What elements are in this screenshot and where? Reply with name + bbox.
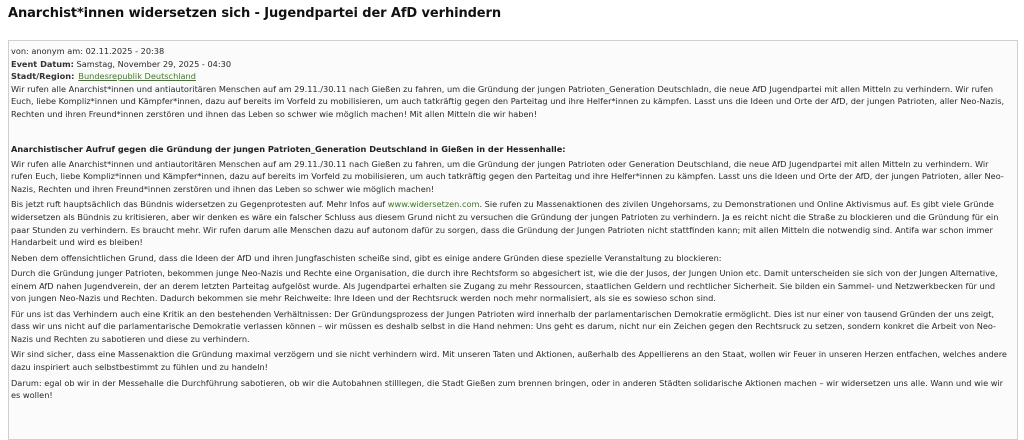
region [11,70,1011,83]
intro-paragraph: Wir rufen alle Anarchist*innen und antiautoritären Menschen auf am 29.11./30.11 nach Gießen zu fahren, um die Gründung der jungen Patrioten_Generation Deutschladn, die neue AfD Jugendpartei mit allen Mitteln zu verhindern. Wir rufen Euch, liebe Kompliz*innen und Kämpfer*innen, dazu auf bereits im Vorfeld zu mobilisieren, um auch tatkräftig gegen den Parteitag und ihre Helfer*innen zu kämpfen. Lasst uns die Ideen und Orte der AfD, der jungen Patrioten, aller Neo-Nazis, Rechten und ihren Freund*innen zerstören und ihnen das Leben so schwer wie möglich machen! Mit allen Mitteln die wir haben! [11,83,1005,119]
event-date-value: Samstag, November 29, 2025 - 04:30 [73,58,232,69]
paragraph-2-end: . Sie rufen zu Massenaktionen des zivilen Ungehorsams, zu Demonstrationen und Online Aktivismus auf. Es gibt viele Gründe widersetzen als Bündnis zu kritisieren, aber wir denken es wäre ein falscher Schluss aus diesem Grund nicht zu versuchen die Gründung der jungen Patrioten zu verhindern. Ja es reicht nicht die Straße zu blockieren und die Gründung für ein paar Stunden zu verhindern. Es braucht mehr. Wir rufen darum alle Menschen dazu auf autonom dafür zu sorgen, dass die Gründung der Jungen Patrioten nicht stattfinden kann; mit allen Mitteln die notwendig sind. Antifa war schon immer Handarbeit und wird es bleiben! [11,199,999,248]
region-label: Stadt/Region: [11,71,75,82]
widersetzen-link[interactable]: www.widersetzen.com [387,199,480,210]
paragraph-3: Neben dem offensichtlichen Grund, dass die Ideen der AfD und ihren Jungfaschisten scheiße sind, gibt es einige andere Gründen diese spezielle Veranstaltung zu blockieren: [11,252,722,263]
paragraph-2-start: Bis jetzt ruft hauptsächlich das Bündnis widersetzen zu Gegenprotesten auf. Mehr Infos auf [11,199,388,210]
paragraph-2 [11,198,1011,248]
article-content [11,45,1011,405]
section-heading: Anarchistischer Aufruf gegen die Gründung der jungen Patrioten_Generation Deutschland in Gießen in der Hessenhalle: [11,144,566,155]
region-link[interactable]: Bundesrepublik Deutschland [78,71,196,82]
paragraph-1: Wir rufen alle Anarchist*innen und antiautoritären Menschen auf am 29.11./30.11 nach Gießen zu fahren, um die Gründung der jungen Patrioten oder Generation Deutschland, die neue AfD Jugendpartei mit allen Mitteln zu verhindern. Wir rufen Euch, liebe Kompliz*innen und Kämpfer*innen, dazu auf bereits im Vorfeld zu mobilisieren, um auch tatkräftig gegen den Parteitag und ihre Helfer*innen zu kämpfen. Lasst uns die Ideen und Orte der AfD, der jungen Patrioten, aller Neo-Nazis, Rechten und ihren Freund*innen zerstören und ihnen das Leben so schwer wie möglich machen! [11,158,1004,194]
paragraph-4: Durch die Gründung junger Patrioten, bekommen junge Neo-Nazis und Rechte eine Organisation, die durch ihre Rechtsform so abgesichert ist, wie die der Jusos, der Jungen Union etc. Damit unterscheiden sie sich von der Jungen Alternative, einem AfD nahen Jugendverein, der an derem letzten Parteitag aufgelöst wurde. Als Jugendpartei erhalten sie Zugang zu mehr Ressourcen, staatlichen Geldern und rechtlicher Sicherheit. Sie bilden ein Sammel- und Netzwerkbecken für und von jungen Neo-Nazis und Rechten. Dadurch bekommen sie mehr Reichweite: Ihre Ideen und der Rechtsruck werden noch mehr normalisiert, als sie es sowieso schon sind. [11,268,998,304]
event-date [11,58,1011,71]
author-line: von: anonym am: 02.11.2025 - 20:38 [11,46,165,56]
paragraph-5: Für uns ist das Verhindern auch eine Kritik an den bestehenden Verhältnissen: Der Gründungsprozess der Jungen Patrioten wird innerhalb der parlamentarischen Demokratie ermöglicht. Dies ist nur einer von tausend Gründen der uns zeigt, dass wir uns nicht auf die parlamentarische Demokratie verlassen können – wir müssen es deshalb selbst in die Hand nehmen: Uns geht es darum, nicht nur ein Zeichen gegen den Rechtsruck zu setzen, sondern konkret die Arbeit von Neo-Nazis und Rechten zu sabotieren und diese zu verhindern. [11,308,997,344]
paragraph-6: Wir sind sicher, dass eine Massenaktion die Gründung maximal verzögern und sie nicht verhindern wird. Mit unseren Taten und Aktionen, außerhalb des Appellierens an den Staat, wollen wir Feuer in unseren Herzen entfachen, welches andere dazu inspiriert auch selbstbestimmt zu fühlen und zu handeln! [11,349,1007,373]
page-title: Anarchist*innen widersetzen sich - Jugendpartei der AfD verhindern [8,6,501,21]
event-date-label: Event Datum: [11,58,74,69]
paragraph-7: Darum: egal ob wir in der Messehalle die Durchführung sabotieren, ob wir die Autobahnen stilllegen, die Stadt Gießen zum brennen bringen, oder in anderen Städten solidarische Aktionen machen – wir widersetzen uns alle. Wann und wie wir es wollen! [11,377,1004,401]
